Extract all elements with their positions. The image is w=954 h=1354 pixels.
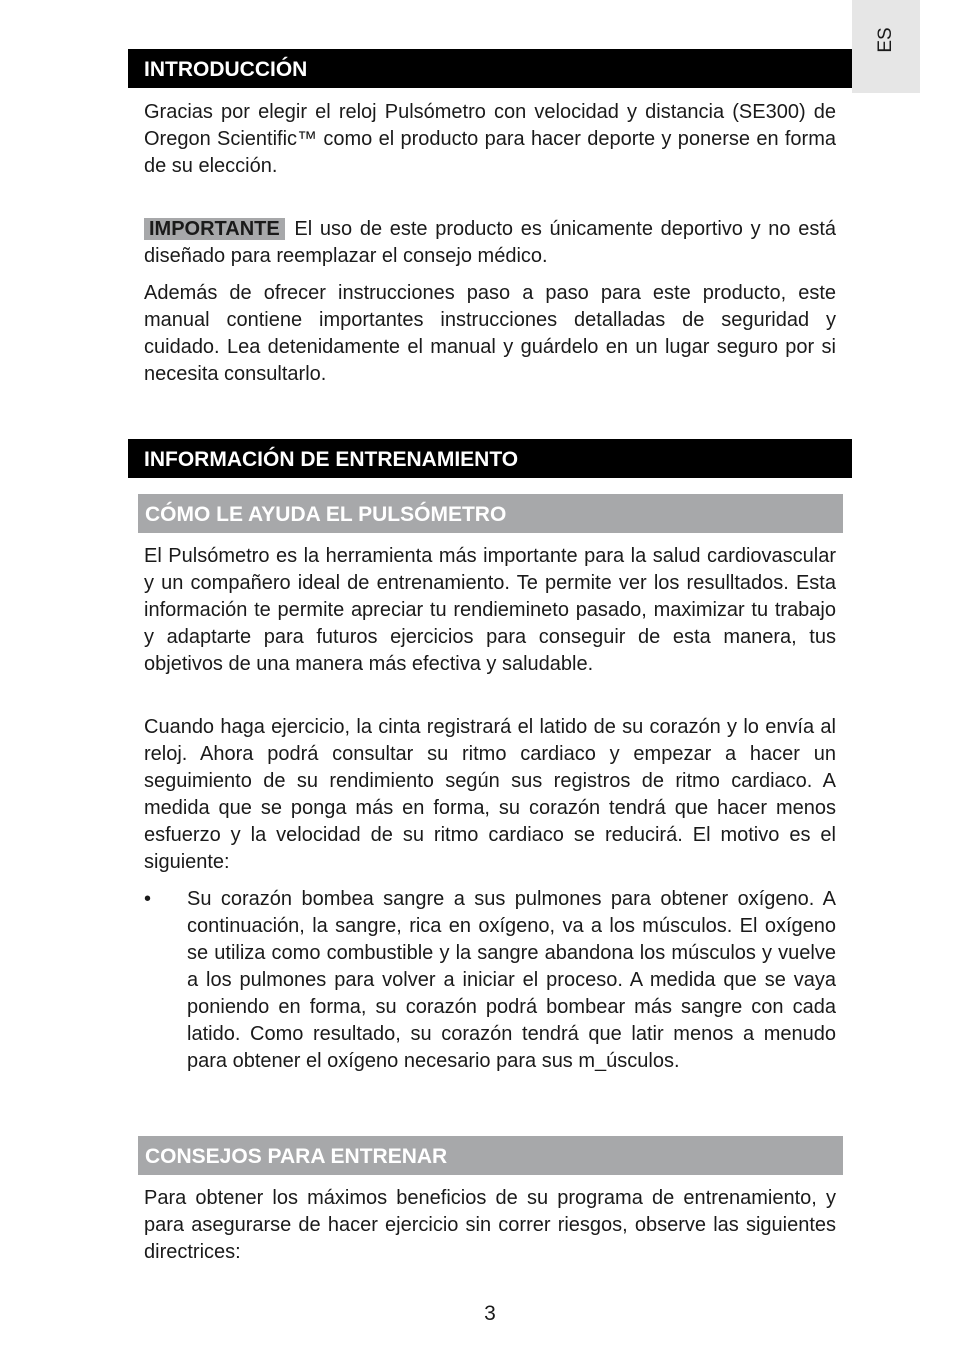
important-note: [144, 216, 836, 270]
bullet-icon: •: [144, 888, 152, 910]
manual-paragraph: Además de ofrecer instrucciones paso a paso para este producto, este manual contiene importantes instrucciones detalladas de seguridad y cuidado. Lea detenidamente el manual y guárdelo en un lugar seguro por si necesita consultarlo.: [144, 282, 836, 385]
pulsometro-paragraph-2: Cuando haga ejercicio, la cinta registrará el latido de su corazón y lo envía al reloj. Ahora podrá consultar su ritmo cardiaco y empezar a hacer un seguimiento de su rendimiento según sus registros de ritmo cardiaco. A medida que se ponga más en forma, su corazón tendrá que hacer menos esfuerzo y la velocidad de su ritmo cardiaco se reducirá. El motivo es el siguiente:: [144, 716, 836, 873]
section-heading-entrenamiento: INFORMACIÓN DE ENTRENAMIENTO: [128, 439, 852, 478]
bullet-text: Su corazón bombea sangre a sus pulmones para obtener oxígeno. A continuación, la sangre, rica en oxígeno, va a los músculos. El oxígeno se utiliza como combustible y la sangre abandona los músculos y vuelve a los pulmones para volver a iniciar el proceso. A medida que se vaya poniendo en forma, su corazón podrá bombear más sangre con cada latido. Como resultado, su corazón tendrá que latir menos a menudo para obtener el oxígeno necesario para sus m_úsculos.: [187, 888, 836, 1072]
pulsometro-paragraph-1: El Pulsómetro es la herramienta más importante para la salud cardiovascular y un compañero ideal de entrenamiento. Te permite ver los resulltados. Esta información te permite apreciar tu rendiemineto pasado, maximizar tu trabajo y adaptarte para futuros ejercicios para conseguir de esta manera, tus objetivos de una manera más efectiva y saludable.: [144, 545, 836, 675]
list-item: [144, 886, 836, 1075]
language-label: ES: [875, 27, 896, 53]
important-badge: IMPORTANTE: [144, 218, 285, 240]
language-tab: [852, 0, 920, 93]
subsection-heading-pulsometro: CÓMO LE AYUDA EL PULSÓMETRO: [138, 494, 843, 533]
intro-paragraph: Gracias por elegir el reloj Pulsómetro con velocidad y distancia (SE300) de Oregon Scientific™ como el producto para hacer deporte y ponerse en forma de su elección.: [144, 101, 836, 177]
section-heading-introduccion: INTRODUCCIÓN: [128, 49, 852, 88]
subsection-heading-consejos: CONSEJOS PARA ENTRENAR: [138, 1136, 843, 1175]
page-number: 3: [484, 1302, 496, 1325]
important-text: El uso de este producto es únicamente deportivo y no está diseñado para reemplazar el consejo médico.: [144, 218, 836, 267]
consejos-paragraph: Para obtener los máximos beneficios de su programa de entrenamiento, y para asegurarse de hacer ejercicio sin correr riesgos, observe las siguientes directrices:: [144, 1187, 836, 1263]
